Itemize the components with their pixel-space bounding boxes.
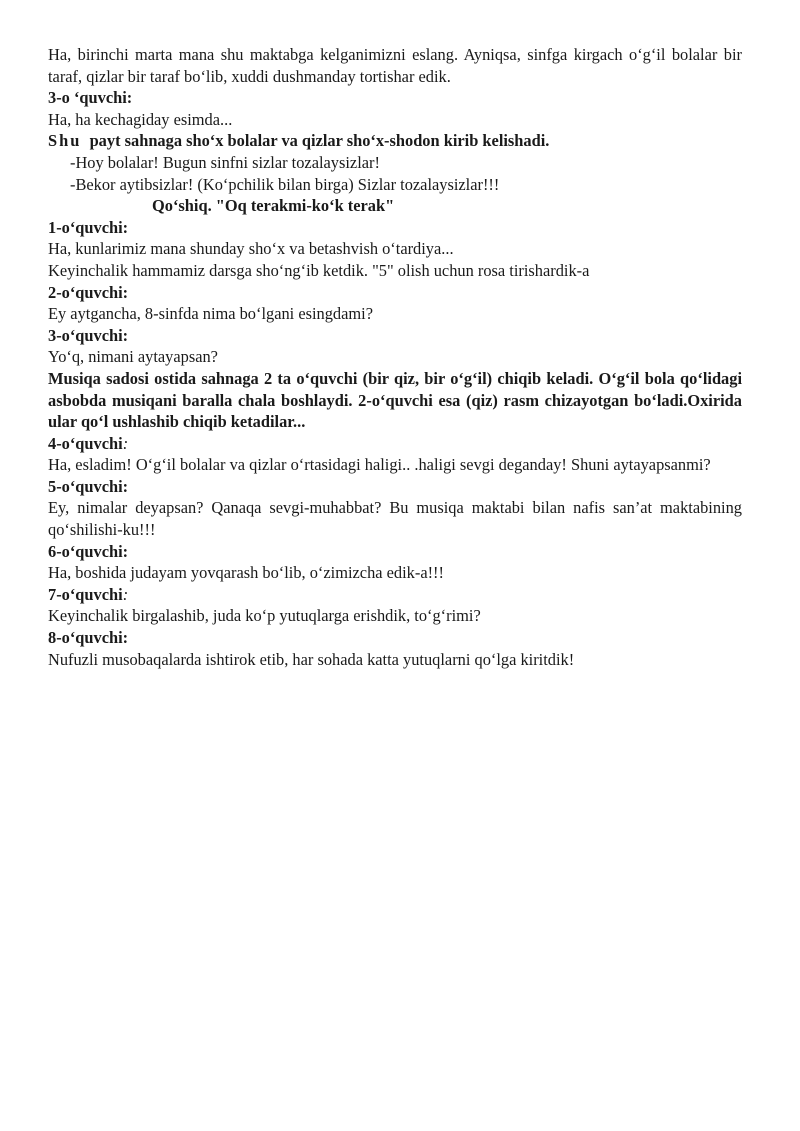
speaker-label-colon: : xyxy=(122,584,129,604)
paragraph: Keyinchalik birgalashib, juda ko‘p yutuqlarga erishdik, to‘g‘rimi? xyxy=(48,606,481,626)
speaker-label: 4-o‘quvchi xyxy=(48,433,123,453)
paragraph: Nufuzli musobaqalarda ishtirok etib, har sohada katta yutuqlarni qo‘lga kiritdik! xyxy=(48,649,575,669)
speaker-label: 8-o‘quvchi: xyxy=(48,628,129,648)
document-page xyxy=(48,44,742,670)
paragraph: Keyinchalik hammamiz darsga sho‘ng‘ib ketdik. "5" olish uchun rosa tirishardik-a xyxy=(48,260,590,280)
paragraph: Yo‘q, nimani aytayapsan? xyxy=(48,347,218,367)
speaker-label-line xyxy=(48,433,742,455)
paragraph: Ha, boshida judayam yovqarash bo‘lib, o‘zimizcha edik-a!!! xyxy=(48,563,444,583)
dialogue-line: -Hoy bolalar! Bugun sinfni sizlar tozalaysizlar! xyxy=(70,152,380,172)
stage-direction: Musiqa sadosi ostida sahnaga 2 ta o‘quvchi (bir qiz, bir o‘g‘il) chiqib keladi. O‘g‘il bola qo‘lidagi asbobda musiqani baralla chala boshlaydi. 2-o‘quvchi esa (qiz) rasm chizayotgan bo‘ladi.Oxirida ular qo‘l ushlashib chiqib ketadilar... xyxy=(48,368,742,432)
speaker-label-colon: : xyxy=(122,433,129,453)
speaker-label: 3-o ‘quvchi: xyxy=(48,88,133,108)
speaker-label: 7-o‘quvchi xyxy=(48,584,123,604)
paragraph: Ha, birinchi marta mana shu maktabga kelganimizni eslang. Ayniqsa, sinfga kirgach o‘g‘il bolalar bir taraf, qizlar bir taraf bo‘lib, xuddi dushmanday tortishar edik. xyxy=(48,45,742,86)
paragraph: Ha, esladim! O‘g‘il bolalar va qizlar o‘rtasidagi haligi.. .haligi sevgi deganday! Shuni aytayapsanmi? xyxy=(48,455,711,475)
paragraph: Ha, kunlarimiz mana shunday sho‘x va betashvish o‘tardiya... xyxy=(48,239,454,259)
speaker-label: 2-o‘quvchi: xyxy=(48,282,129,302)
speaker-label: 3-o‘quvchi: xyxy=(48,325,129,345)
stage-direction-lead: Shu xyxy=(48,131,82,151)
speaker-label: 1-o‘quvchi: xyxy=(48,217,129,237)
speaker-label: 6-o‘quvchi: xyxy=(48,541,129,561)
stage-direction xyxy=(48,130,742,152)
song-title: Qo‘shiq. "Oq terakmi-ko‘k terak" xyxy=(152,196,395,216)
stage-direction-rest: payt sahnaga sho‘x bolalar va qizlar sho‘x-shodon kirib kelishadi. xyxy=(89,131,550,151)
paragraph: Ey aytgancha, 8-sinfda nima bo‘lgani esingdami? xyxy=(48,304,373,324)
dialogue-line: -Bekor aytibsizlar! (Ko‘pchilik bilan birga) Sizlar tozalaysizlar!!! xyxy=(70,174,500,194)
speaker-label-line xyxy=(48,584,742,606)
paragraph: Ha, ha kechagiday esimda... xyxy=(48,109,233,129)
speaker-label: 5-o‘quvchi: xyxy=(48,476,129,496)
paragraph: Ey, nimalar deyapsan? Qanaqa sevgi-muhabbat? Bu musiqa maktabi bilan nafis san’at maktabining qo‘shilishi-ku!!! xyxy=(48,498,742,540)
